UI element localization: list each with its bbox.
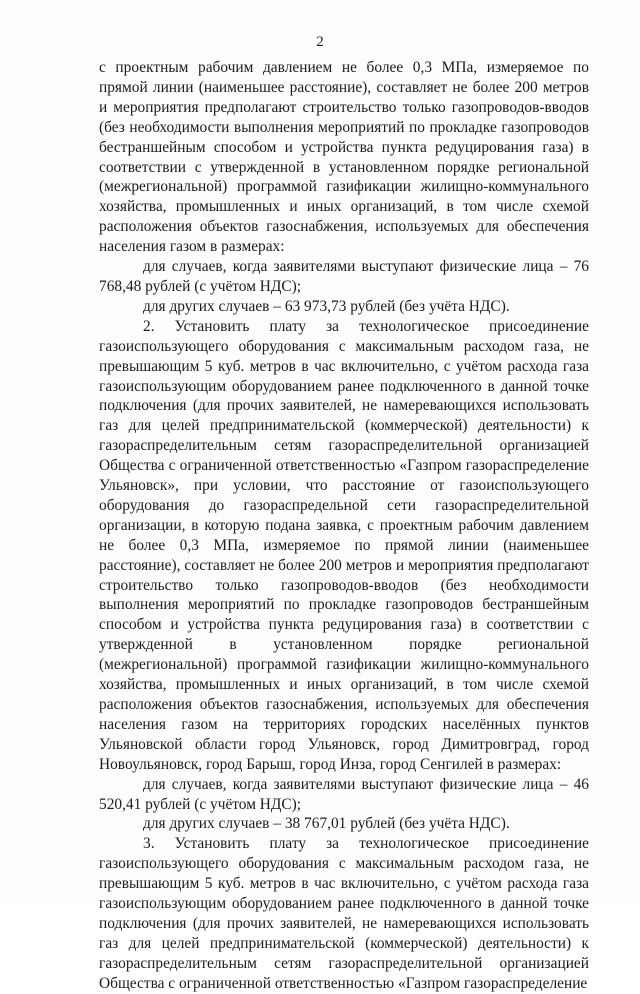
paragraph-price-other-1: для других случаев – 63 973,73 рублей (без учёта НДС).	[143, 297, 510, 315]
paragraph-price-other-2: для других случаев – 38 767,01 рублей (без учёта НДС).	[143, 815, 510, 833]
paragraph-price-individuals-2: для случаев, когда заявителями выступают физические лица – 46 520,41 рублей (с учётом НДС);	[99, 775, 589, 813]
paragraph-clause-3: 3. Установить плату за технологическое присоединение газоиспользующего оборудования с максимальным расходом газа, не превышающим 5 куб. метров в час включительно, с учётом расхода газа газоиспользующим оборудованием ранее подключенного в данной точке подключения (для прочих заявителей, не намеревающихся использовать газ для целей предпринимательской (коммерческой) деятельности) к газораспределительным сетям газораспределительной организацией Общества с ограниченной ответственностью «Газпром газораспределение	[99, 835, 589, 992]
paragraph-clause-2: 2. Установить плату за технологическое присоединение газоиспользующего оборудования с максимальным расходом газа, не превышающим 5 куб. метров в час включительно, с учётом расхода газа газоиспользующим оборудованием ранее подключенного в данной точке подключения (для прочих заявителей, не намеревающихся использовать газ для целей предпринимательской (коммерческой) деятельности) к газораспределительным сетям газораспределительной организацией Общества с ограниченной ответственностью «Газпром газораспределение Ульяновск», при условии, что расстояние от газоиспользующего оборудования до газораспредельной сети газораспределительной организации, в которую подана заявка, с проектным рабочим давлением не более 0,3 МПа, измеряемое по прямой линии (наименьшее расстояние), составляет не более 200 метров и мероприятия предполагают строительство только газопроводов-вводов (без необходимости выполнения мероприятий по прокладке газопроводов бестраншейным способом и устройства пункта редуцирования газа) в соответствии с утвержденной в установленном порядке региональной (межрегиональной) программой газификации жилищно-коммунального хозяйства, промышленных и иных организаций, в том числе схемой расположения объектов газоснабжения, используемых для обеспечения населения газом на территориях городских населённых пунктов Ульяновской области город Ульяновск, город Димитровград, город Новоульяновск, город Барыш, город Инза, город Сенгилей в размерах:	[99, 317, 589, 773]
paragraph-continuation: с проектным рабочим давлением не более 0,3 МПа, измеряемое по прямой линии (наименьшее расстояние), составляет не более 200 метров и мероприятия предполагают строительство только газопроводов-вводов (без необходимости выполнения мероприятий по прокладке газопроводов бестраншейным способом и устройства пункта редуцирования газа) в соответствии с утвержденной в установленном порядке региональной (межрегиональной) программой газификации жилищно-коммунального хозяйства, промышленных и иных организаций, в том числе схемой расположения объектов газоснабжения, используемых для обеспечения населения газом в размерах:	[99, 59, 589, 256]
page-number: 2	[316, 34, 324, 50]
paragraph-price-individuals-1: для случаев, когда заявителями выступают физические лица – 76 768,48 рублей (с учётом НДС);	[99, 258, 589, 295]
document-body	[99, 58, 589, 994]
